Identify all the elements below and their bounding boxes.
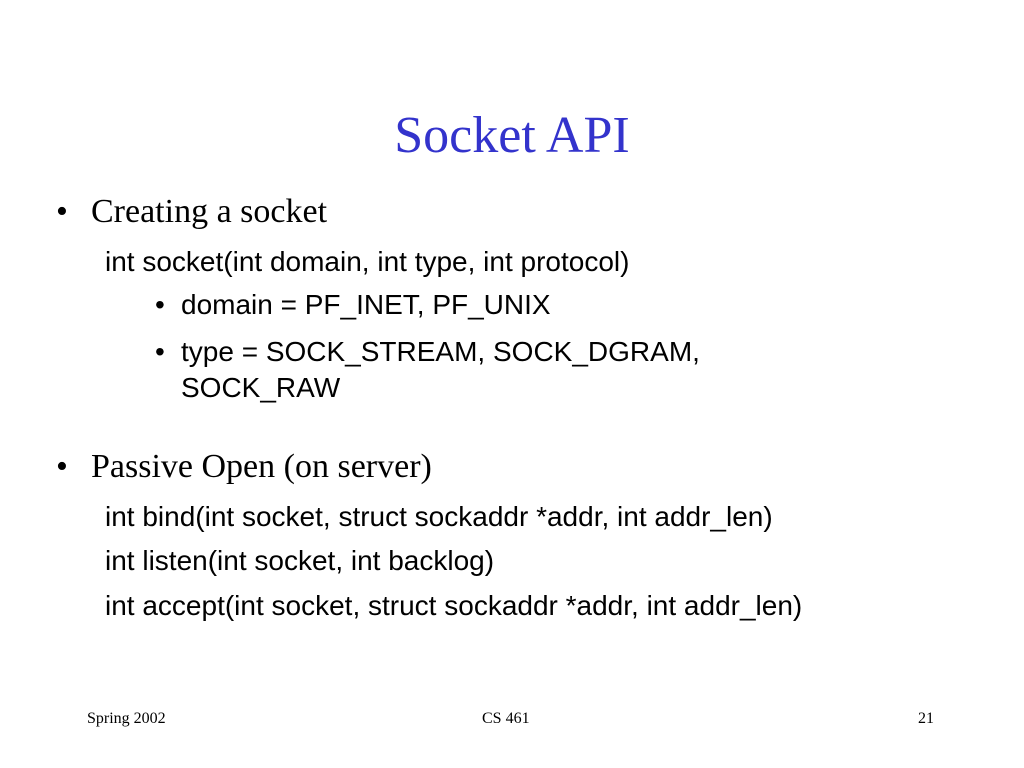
footer-course: CS 461	[482, 710, 530, 727]
type-subitem: type = SOCK_STREAM, SOCK_DGRAM,	[181, 336, 700, 367]
footer-date: Spring 2002	[87, 710, 166, 727]
type-subitem-continued: SOCK_RAW	[181, 372, 341, 403]
section-2-heading: Passive Open (on server)	[91, 448, 432, 485]
domain-subitem: domain = PF_INET, PF_UNIX	[181, 289, 551, 320]
section-1-bullet: •	[56, 193, 68, 230]
section-2-bullet: •	[56, 448, 68, 485]
accept-signature: int accept(int socket, struct sockaddr *addr, int addr_len)	[105, 590, 803, 621]
slide-title: Socket API	[394, 107, 630, 164]
subitem-1-bullet: •	[155, 289, 165, 320]
section-1-heading: Creating a socket	[91, 193, 328, 230]
subitem-2-bullet: •	[155, 336, 165, 367]
bind-signature: int bind(int socket, struct sockaddr *addr, int addr_len)	[105, 501, 773, 532]
socket-signature: int socket(int domain, int type, int protocol)	[105, 246, 630, 277]
listen-signature: int listen(int socket, int backlog)	[105, 545, 495, 576]
footer-page-number: 21	[918, 710, 934, 727]
